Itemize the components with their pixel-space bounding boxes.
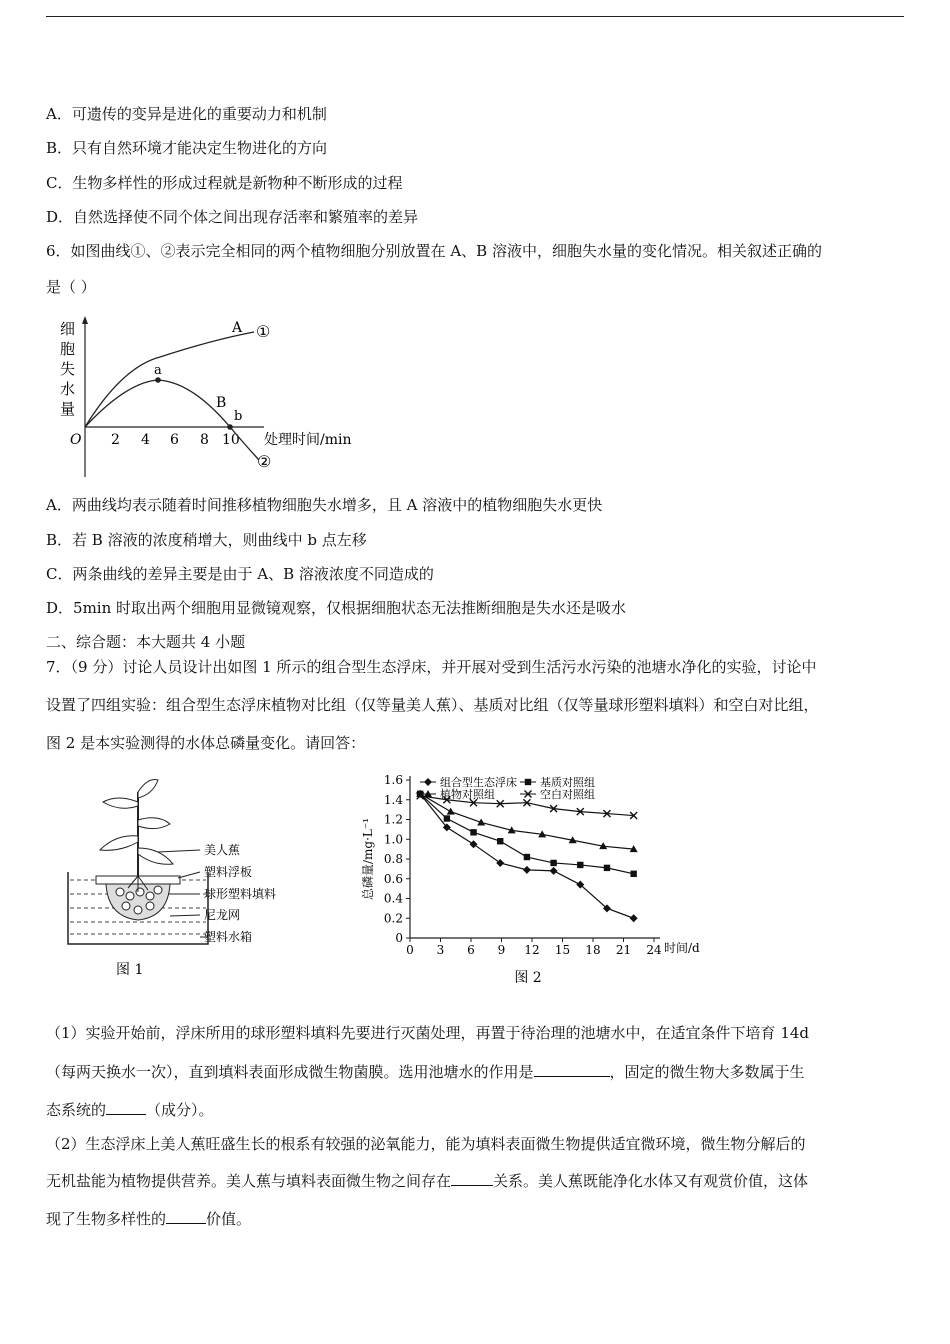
data-point-0 [523,866,531,874]
x-tick-label: 24 [646,943,662,957]
x-axis-label: 时间/d [664,941,700,955]
q5-option-c: C．生物多样性的形成过程就是新物种不断形成的过程 [46,174,403,192]
q7-sub2-line3 [46,1208,251,1229]
q6-label-a: a [154,363,162,378]
legend-marker-1 [525,779,531,785]
q6-xlabel: 处理时间/min [264,432,352,448]
q6-curve-1 [85,332,254,427]
section-heading: 二、综合题：本大题共 4 小题 [46,633,246,651]
data-point-2 [447,808,455,815]
q6-point-b [227,424,233,430]
fig1-sphere [136,888,144,896]
q5-option-a: A．可遗传的变异是进化的重要动力和机制 [46,105,327,123]
x-tick-label: 18 [585,943,601,957]
q6-option-c: C．两条曲线的差异主要是由于 A、B 溶液浓度不同造成的 [46,565,434,583]
fig1-sphere [126,892,134,900]
fig1-pointer [178,872,200,878]
x-tick-label: 9 [497,943,506,957]
fig1-leaf [103,798,138,808]
y-tick-label: 0.8 [383,852,403,866]
answer-blank-2[interactable] [106,1100,146,1115]
q7-figure-2-chart [354,766,710,990]
q6-xtick-6: 6 [170,432,179,448]
q7-sub2-line3-b: 价值。 [206,1210,252,1228]
fig1-pointer [158,850,200,852]
data-point-1 [630,871,636,877]
fig1-label-plant: 美人蕉 [204,843,241,857]
y-tick-label: 1.4 [383,792,403,807]
x-tick-label: 21 [615,943,632,957]
q6-option-b: B．若 B 溶液的浓度稍增大，则曲线中 b 点左移 [46,531,367,549]
q6-stem-line1: 6．如图曲线①、②表示完全相同的两个植物细胞分别放置在 A、B 溶液中，细胞失水量的变化情况。相关叙述正确的 [46,242,822,260]
y-tick-label: 1.6 [383,773,403,787]
fig1-sphere [122,902,130,910]
q7-sub1-line2-a: （每两天换水一次），直到填料表面形成微生物菌膜。选用池塘水的作用是 [46,1063,534,1081]
q7-sub1-line3-b: （成分）。 [146,1101,214,1119]
q6-option-d: D．5min 时取出两个细胞用显微镜观察，仅根据细胞状态无法推断细胞是失水还是吸水 [46,599,627,617]
legend-marker-0 [424,778,432,786]
fig1-label-float: 塑料浮板 [204,865,253,879]
q6-label-B: B [216,395,227,411]
fig1-sphere [134,906,142,914]
q7-sub2-line1: （2）生态浮床上美人蕉旺盛生长的根系有较强的泌氧能力，能为填料表面微生物提供适宜微环境，微生物分解后的 [46,1135,806,1153]
fig1-leaf [100,836,138,851]
fig1-sphere [154,886,162,894]
q7-sub2-line2 [46,1170,808,1191]
series-line-1 [420,794,633,874]
fig1-leaf [138,818,170,829]
q6-xtick-4: 4 [141,432,150,448]
q7-sub2-line2-b: 关系。美人蕉既能净化水体又有观赏价值，这体 [493,1172,809,1190]
fig1-sphere [146,902,154,910]
x-tick-label: 12 [524,943,540,957]
answer-blank-1[interactable] [534,1062,610,1077]
fig1-leaf [138,848,173,864]
q7-sub1-line2 [46,1061,805,1082]
y-axis-label: 总磷量/mg·L⁻¹ [361,817,375,901]
answer-blank-3[interactable] [451,1171,493,1186]
fig1-leaf [138,780,158,799]
x-tick-label: 3 [436,943,445,957]
legend-label-0: 组合型生态浮床 [440,776,517,789]
data-point-1 [497,838,503,844]
q5-option-d: D．自然选择使不同个体之间出现存活率和繁殖率的差异 [46,208,419,226]
y-tick-label: 0.4 [383,891,403,906]
chart-caption: 图 2 [514,970,542,986]
x-tick-label: 6 [467,943,475,957]
q7-figure-1 [58,772,298,982]
q6-ylabel-3: 水 [60,380,76,398]
data-point-1 [604,865,610,871]
y-tick-label: 0 [395,931,403,945]
data-point-1 [550,860,556,866]
legend-label-3: 空白对照组 [540,788,595,801]
fig1-label-filler: 球形塑料填料 [204,887,277,901]
data-point-1 [444,815,450,821]
data-point-1 [577,862,583,868]
header-rule [46,16,904,17]
q6-label-1: ① [256,322,271,341]
x-tick-label: 15 [554,943,571,957]
q6-y-arrow [82,316,88,324]
q6-stem-line2: 是（ ） [46,278,96,296]
q7-line1: 7．（9 分）讨论人员设计出如图 1 所示的组合型生态浮床，并开展对受到生活污水污染的池塘水净化的实验，讨论中 [46,658,817,676]
q7-sub2-line3-a: 现了生物多样性的 [46,1210,167,1228]
fig1-sphere [146,892,154,900]
y-tick-label: 0.6 [383,871,403,886]
q6-origin: O [70,432,82,448]
data-point-1 [470,829,476,835]
q6-xtick-8: 8 [200,432,209,448]
q6-xtick-10: 10 [222,432,240,448]
q6-ylabel-2: 失 [60,360,76,378]
q6-ylabel-1: 胞 [60,340,76,358]
q6-xtick-2: 2 [111,432,120,448]
q5-option-b: B．只有自然环境才能决定生物进化的方向 [46,139,328,157]
q6-ylabel-4: 量 [60,400,76,418]
q7-line2: 设置了四组实验：组合型生态浮床植物对比组（仅等量美人蕉）、基质对比组（仅等量球形塑料填料）和空白对比组， [46,696,819,714]
q7-sub1-line3-a: 态系统的 [46,1101,107,1119]
legend-label-2: 植物对照组 [440,788,495,801]
fig1-label-tank: 塑料水箱 [204,930,253,944]
q6-option-a: A．两曲线均表示随着时间推移植物细胞失水增多，且 A 溶液中的植物细胞失水更快 [46,496,603,514]
q7-line3: 图 2 是本实验测得的水体总磷量变化。请回答： [46,734,366,752]
q7-sub1-line1: （1）实验开始前，浮床所用的球形塑料填料先要进行灭菌处理，再置于待治理的池塘水中，在适宜条件下培育 14d [46,1024,810,1042]
fig1-caption: 图 1 [116,962,144,978]
fig1-sphere [116,888,124,896]
q6-point-a [155,377,161,383]
data-point-0 [550,867,558,875]
data-point-1 [524,854,530,860]
legend-label-1: 基质对照组 [540,776,595,789]
x-tick-label: 0 [406,943,414,957]
data-point-0 [496,859,504,867]
data-point-0 [630,914,638,922]
y-tick-label: 0.2 [383,911,403,926]
data-point-0 [470,840,478,848]
q7-sub2-line2-a: 无机盐能为植物提供营养。美人蕉与填料表面微生物之间存在 [46,1172,452,1190]
y-tick-label: 1.0 [383,832,403,847]
fig1-label-net: 尼龙网 [204,908,241,922]
q7-sub1-line2-b: ，固定的微生物大多数属于生 [609,1063,805,1081]
q7-sub1-line3 [46,1099,214,1120]
q6-ylabel-0: 细 [60,320,76,338]
q6-label-b: b [234,409,243,424]
y-tick-label: 1.2 [383,812,403,827]
q6-label-2: ② [257,452,272,471]
q6-label-A: A [232,320,243,336]
q6-figure [52,312,372,482]
fig1-pointer [170,915,200,916]
answer-blank-4[interactable] [166,1209,206,1224]
